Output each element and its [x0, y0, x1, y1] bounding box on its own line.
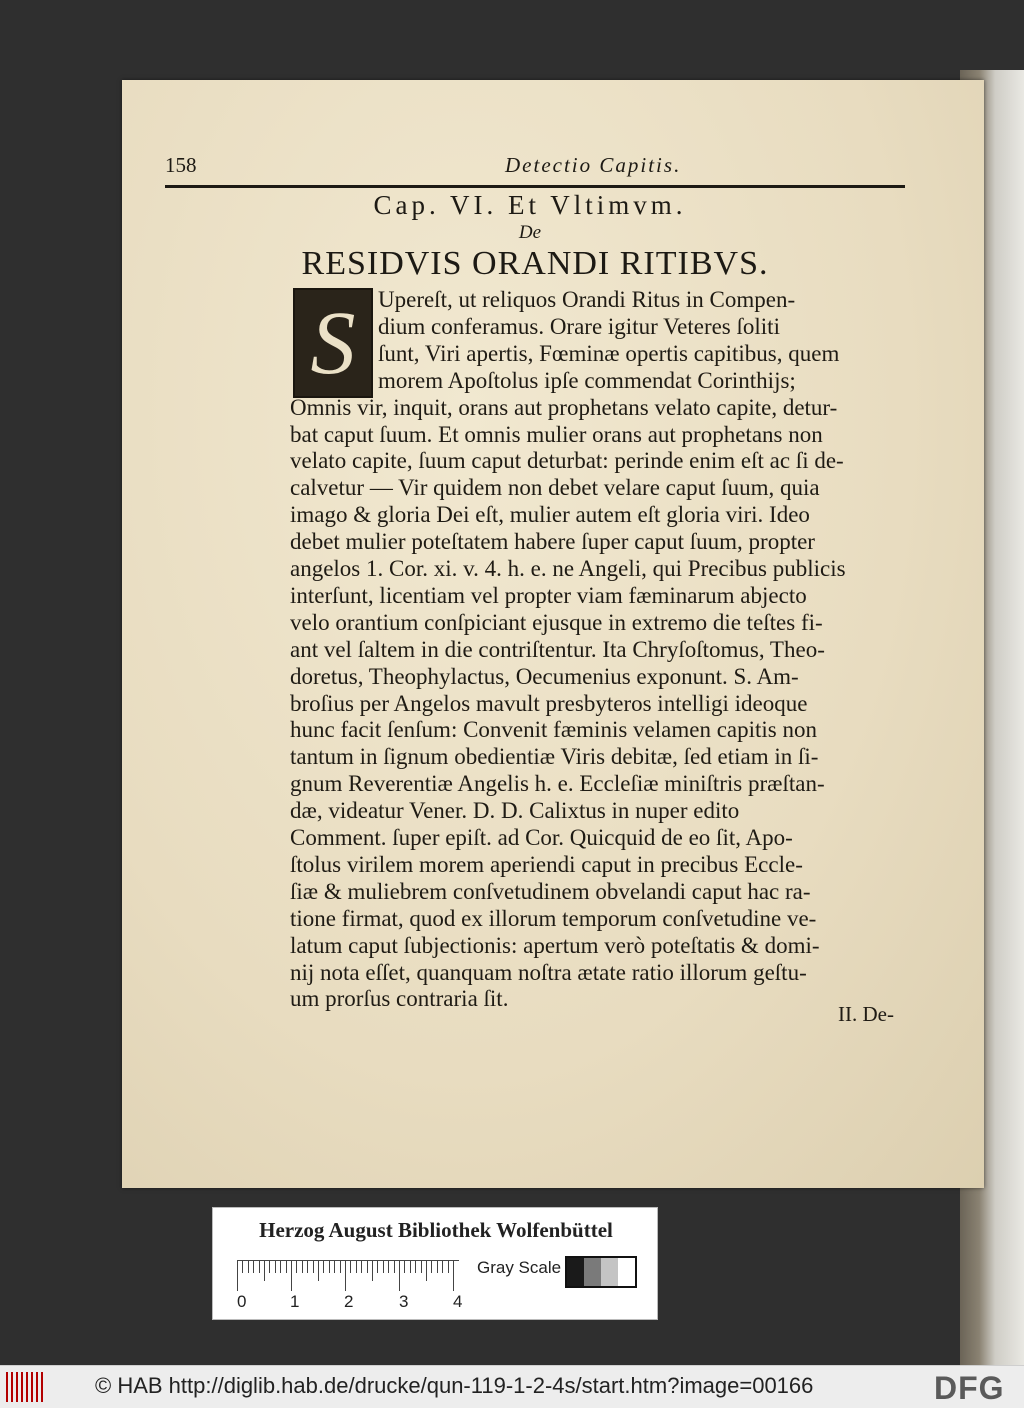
text-line: latum caput ſubjectionis: apertum verò poteſtatis & domi- — [290, 932, 820, 958]
ruler-tick — [302, 1261, 303, 1273]
ruler-tick — [253, 1261, 254, 1273]
ruler-tick — [275, 1261, 276, 1273]
ruler-tick — [242, 1261, 243, 1273]
text-line: debet mulier poteſtatem habere ſuper caput ſuum, propter — [290, 529, 815, 555]
text-line: doretus, Theophylactus, Oecumenius exponunt. S. Am- — [290, 663, 799, 689]
ruler-tick — [259, 1261, 260, 1273]
text-line: ſiæ & muliebrem conſvetudinem obvelandi caput hac ra- — [290, 878, 811, 904]
text-line: gnum Reverentiæ Angelis h. e. Eccleſiæ miniſtris præſtan- — [290, 771, 825, 797]
text-line: Upereſt, ut reliquos Orandi Ritus in Compen- — [378, 287, 796, 312]
text-line: bat caput ſuum. Et omnis mulier orans aut prophetans non — [290, 421, 823, 447]
de-subtitle: De — [518, 222, 542, 243]
ruler-tick — [323, 1261, 324, 1273]
text-line: nij nota eſſet, quanquam noſtra ætate ratio illorum geſtu- — [290, 959, 807, 985]
text-line: dæ, videatur Vener. D. D. Calixtus in nuper edito — [290, 798, 740, 824]
footer-bar — [0, 1365, 1024, 1408]
ruler-tick — [437, 1261, 438, 1273]
ruler-tick — [404, 1261, 405, 1273]
ruler-tick — [291, 1261, 292, 1291]
ruler-tick — [318, 1261, 319, 1281]
library-label-card — [212, 1207, 658, 1320]
text-line: tione firmat, quod ex illorum temporum conſvetudine ve- — [290, 905, 817, 931]
text-line: tantum in ſignum obedientiæ Viris debitæ, ſed etiam in ſi- — [290, 744, 819, 770]
scale-number: 0 — [237, 1292, 247, 1311]
text-line: Comment. ſuper epiſt. ad Cor. Quicquid de eo ſit, Apo- — [290, 825, 793, 850]
ruler-tick — [296, 1261, 297, 1273]
ruler-tick — [442, 1261, 443, 1273]
scale-ruler — [237, 1260, 459, 1291]
ruler-tick — [453, 1261, 454, 1291]
text-line: morem Apoſtolus ipſe commendat Corinthijs; — [378, 367, 796, 393]
text-line: ſunt, Viri apertis, Fœminæ opertis capitibus, quem — [378, 340, 840, 366]
scale-numbers — [237, 1292, 477, 1314]
gray-swatch — [601, 1258, 618, 1286]
catchword: II. De- — [838, 1002, 894, 1026]
ruler-tick — [399, 1261, 400, 1291]
text-line: velo orantium conſpiciant ejusque in extremo die teſtes fi- — [290, 609, 823, 635]
ruler-tick — [280, 1261, 281, 1273]
scale-number: 1 — [290, 1292, 300, 1311]
ruler-tick — [307, 1261, 308, 1273]
text-line: interſunt, licentiam vel propter viam fæminarum abjecto — [290, 582, 807, 608]
ruler-tick — [356, 1261, 357, 1273]
ruler-tick — [448, 1261, 449, 1273]
ruler-tick — [415, 1261, 416, 1273]
gray-swatch — [567, 1258, 584, 1286]
text-line: velato capite, ſuum caput deturbat: perinde enim eſt ac ſi de- — [290, 448, 844, 474]
ruler-tick — [350, 1261, 351, 1273]
ruler-tick — [264, 1261, 265, 1281]
ruler-tick — [431, 1261, 432, 1273]
section-title: RESIDVIS ORANDI RITIBVS. — [301, 245, 769, 282]
ruler-tick — [410, 1261, 411, 1273]
barcode-icon — [6, 1372, 46, 1402]
scale-number: 3 — [399, 1292, 409, 1311]
text-line: broſius per Angelos mavult presbyteros intelligi ideoque — [290, 690, 808, 716]
text-line: um prorſus contraria ſit. — [290, 986, 509, 1012]
text-line: hunc facit ſenſum: Convenit fæminis velamen capitis non — [290, 717, 817, 743]
dfg-logo: DFG — [934, 1370, 1005, 1406]
chapter-title: Cap. VI. Et Vltimvm. — [373, 190, 687, 220]
ruler-tick — [377, 1261, 378, 1273]
ruler-tick — [248, 1261, 249, 1273]
ruler-tick — [269, 1261, 270, 1273]
ruler-tick — [361, 1261, 362, 1273]
library-name: Herzog August Bibliothek Wolfenbüttel — [259, 1218, 613, 1242]
ruler-tick — [340, 1261, 341, 1273]
text-line: ſtolus virilem morem aperiendi caput in precibus Eccle- — [290, 851, 803, 877]
ruler-tick — [394, 1261, 395, 1273]
running-head: Detectio Capitis. — [505, 153, 682, 177]
header-rule — [165, 185, 905, 188]
ruler-tick — [313, 1261, 314, 1273]
text-line: ant vel ſaltem in die contriſtentur. Ita Chryſoſtomus, Theo- — [290, 636, 825, 662]
text-line: angelos 1. Cor. xi. v. 4. h. e. ne Angeli, qui Precibus publicis — [290, 556, 846, 581]
ruler-tick — [426, 1261, 427, 1281]
text-line: dium conferamus. Orare igitur Veteres ſoliti — [378, 313, 780, 339]
gray-swatch — [618, 1258, 635, 1286]
scale-number: 2 — [344, 1292, 354, 1311]
ruler-tick — [372, 1261, 373, 1281]
ruler-tick — [345, 1261, 346, 1291]
ruler-tick — [421, 1261, 422, 1273]
folio-number: 158 — [165, 153, 197, 177]
gray-scale-swatches — [565, 1256, 637, 1288]
gray-swatch — [584, 1258, 601, 1286]
ruler-tick — [237, 1261, 238, 1291]
text-line: calvetur — Vir quidem non debet velare caput ſuum, quia — [290, 475, 820, 501]
ruler-tick — [388, 1261, 389, 1273]
scale-number: 4 — [453, 1292, 463, 1311]
decorated-initial: S — [293, 288, 373, 398]
ruler-tick — [329, 1261, 330, 1273]
ruler-tick — [367, 1261, 368, 1273]
ruler-tick — [334, 1261, 335, 1273]
ruler-tick — [286, 1261, 287, 1273]
copyright-link[interactable]: © HAB http://diglib.hab.de/drucke/qun-119-1-2-4s/start.htm?image=00166 — [95, 1373, 814, 1398]
ruler-tick — [383, 1261, 384, 1273]
gray-scale-label: Gray Scale — [477, 1258, 562, 1277]
text-line: imago & gloria Dei eſt, mulier autem eſt gloria viri. Ideo — [290, 502, 810, 528]
text-line: Omnis vir, inquit, orans aut prophetans velato capite, detur- — [290, 394, 838, 420]
